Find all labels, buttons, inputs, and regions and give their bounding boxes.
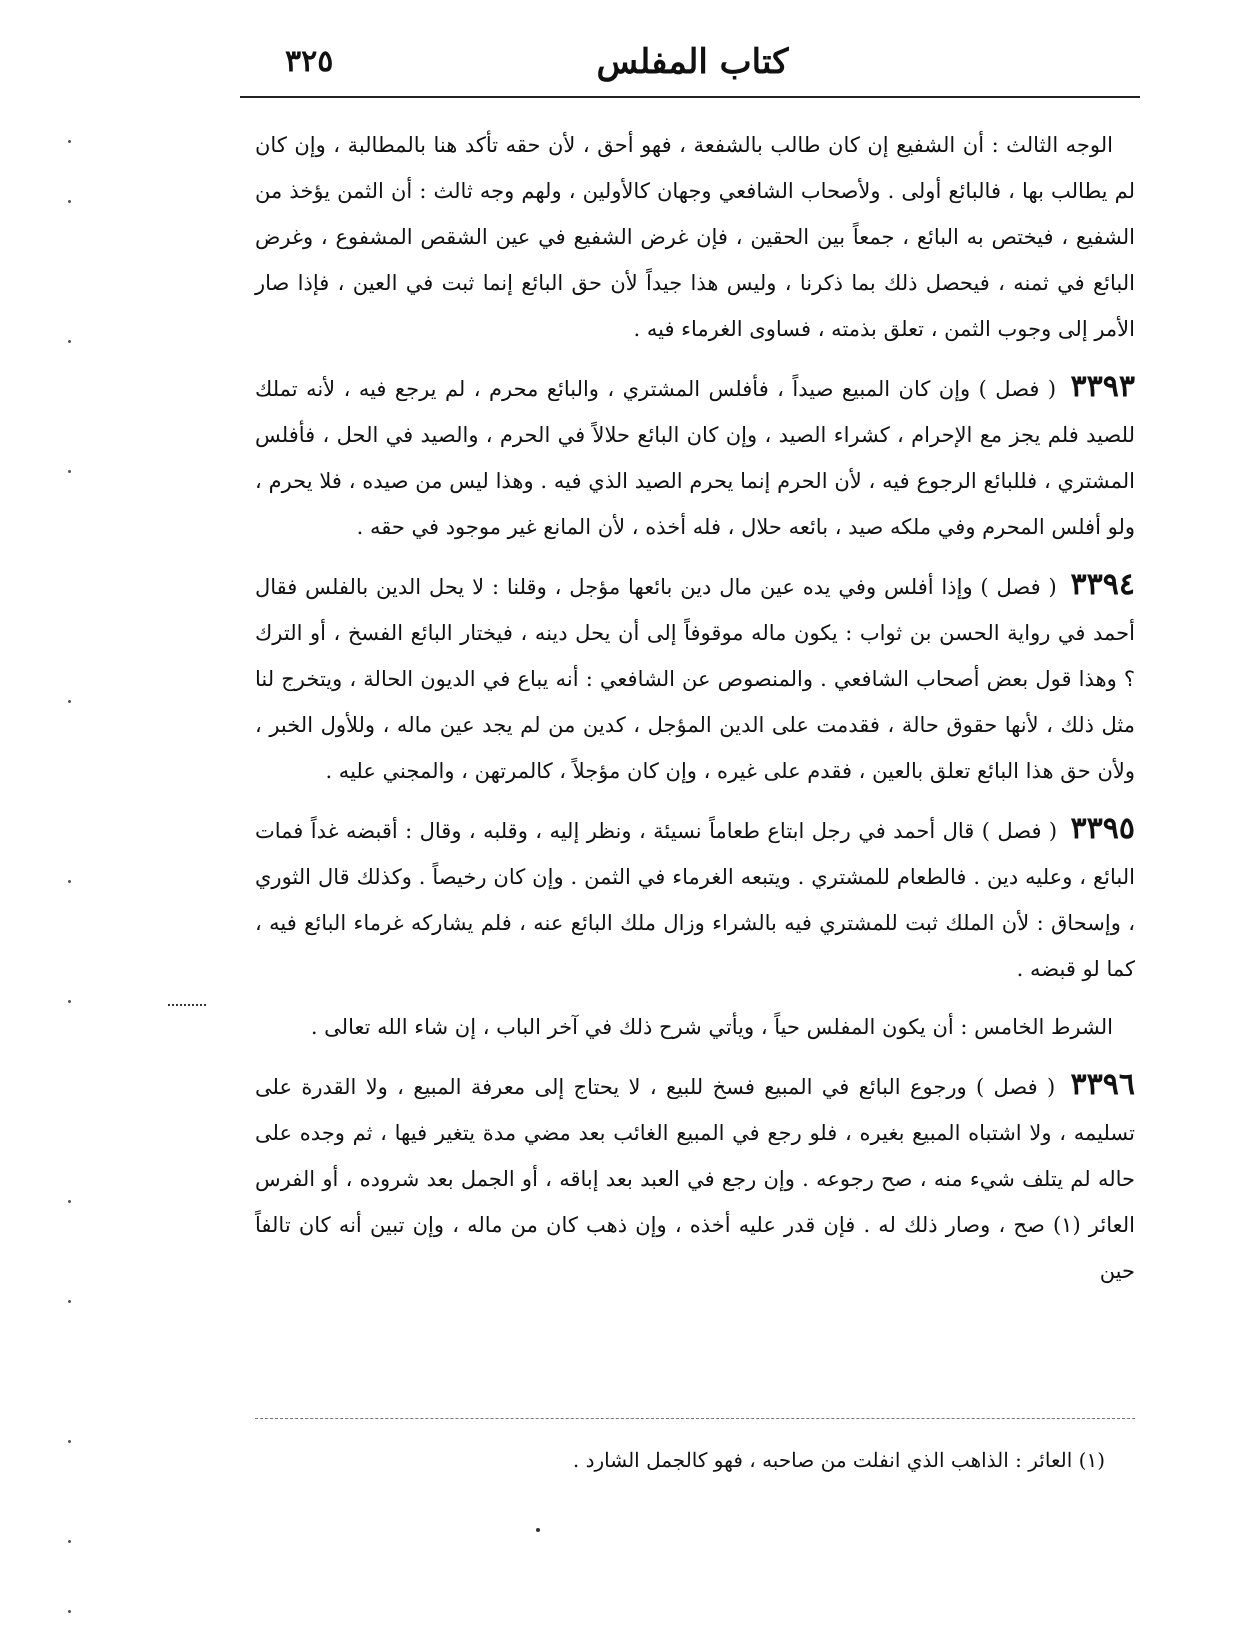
section-number: ٣٣٩٤	[1070, 567, 1135, 602]
scan-mark	[168, 1004, 206, 1006]
paragraph	[255, 562, 1135, 794]
running-title: كتاب المفلس	[596, 42, 789, 82]
paragraph	[255, 806, 1135, 992]
footnote-separator	[255, 1418, 1135, 1419]
page-header	[245, 42, 1140, 92]
scan-speck	[536, 1528, 540, 1532]
paragraph-text: الشرط الخامس : أن يكون المفلس حياً ، ويأتي شرح ذلك في آخر الباب ، إن شاء الله تعالى .	[310, 1015, 1113, 1039]
page-number: ٣٢٥	[285, 44, 334, 79]
paragraph	[255, 1004, 1135, 1050]
paragraph-text: الوجه الثالث : أن الشفيع إن كان طالب بالشفعة ، فهو أحق ، لأن حقه تأكد هنا بالمطالبة ، وإن كان لم يطالب بها ، فالبائع أولى . ولأصحاب الشافعي وجهان كالأولين ، ولهم وجه ثالث : أن الثمن يؤخذ من الشفيع ، فيختص به البائع ، جمعاً بين الحقين ، فإن غرض الشفيع في عين الشقص المشفوع ، وغرض البائع في ثمنه ، فيحصل ذلك بما ذكرنا ، وليس هذا جيداً لأن حق البائع إنما ثبت في العين ، فإذا صار الأمر إلى وجوب الثمن ، تعلق بذمته ، فساوى الغرماء فيه .	[255, 133, 1135, 341]
paragraph-text: ( فصل ) قال أحمد في رجل ابتاع طعاماً نسيئة ، ونظر إليه ، وقلبه ، وقال : أقبضه غداً فمات البائع ، وعليه دين . فالطعام للمشتري . ويتبعه الغرماء في الثمن . وإن كان رخيصاً . وكذلك قال الثوري ، وإسحاق : لأن الملك ثبت للمشتري فيه بالشراء وزال ملك البائع عنه ، فلم يشاركه غرماء البائع فيه ، كما لو قبضه .	[255, 819, 1135, 981]
section-number: ٣٣٩٦	[1070, 1067, 1135, 1102]
paragraph-text: ( فصل ) وإن كان المبيع صيداً ، فأفلس المشتري ، والبائع محرم ، لم يرجع فيه ، لأنه تملك للصيد فلم يجز مع الإحرام ، كشراء الصيد ، وإن كان البائع حلالاً في الحرم ، والصيد في الحل ، فأفلس المشتري ، فللبائع الرجوع فيه ، لأن الحرم إنما يحرم الصيد الذي فيه . وهذا ليس من صيده ، فلا يحرم ، ولو أفلس المحرم وفي ملكه صيد ، بائعه حلال ، فله أخذه ، لأن المانع غير موجود في حقه .	[255, 377, 1135, 539]
paragraph-text: ( فصل ) ورجوع البائع في المبيع فسخ للبيع ، لا يحتاج إلى معرفة المبيع ، ولا القدرة على تسليمه ، ولا اشتباه المبيع بغيره ، فلو رجع في المبيع الغائب بعد مضي مدة يتغير فيها ، ثم وجده على حاله لم يتلف شيء منه ، صح رجوعه . وإن رجع في العبد بعد إباقه ، أو الجمل بعد شروده ، أو الفرس العائر (١) صح ، وصار ذلك له . فإن قدر عليه أخذه ، وإن ذهب كان من ماله ، وإن تبين أنه كان تالفاً حين	[255, 1075, 1135, 1283]
section-number: ٣٣٩٥	[1070, 811, 1135, 846]
footnote: (١) العائر : الذاهب الذي انفلت من صاحبه ، فهو كالجمل الشارد .	[572, 1448, 1105, 1472]
section-number: ٣٣٩٣	[1070, 369, 1135, 404]
paragraph	[255, 122, 1135, 352]
body-text	[255, 122, 1135, 1306]
paragraph	[255, 364, 1135, 550]
margin-scan-specks	[60, 140, 80, 1620]
paragraph-text: ( فصل ) وإذا أفلس وفي يده عين مال دين بائعها مؤجل ، وقلنا : لا يحل الدين بالفلس فقال أحمد في رواية الحسن بن ثواب : يكون ماله موقوفاً إلى أن يحل دينه ، فيختار البائع الفسخ ، أو الترك ؟ وهذا قول بعض أصحاب الشافعي . والمنصوص عن الشافعي : أنه يباع في الديون الحالة ، ويتخرج لنا مثل ذلك ، لأنها حقوق حالة ، فقدمت على الدين المؤجل ، كدين من لم يجد عين ماله ، وللأول الخبر ، ولأن حق هذا البائع تعلق بالعين ، فقدم على غيره ، وإن كان مؤجلاً ، كالمرتهن ، والمجني عليه .	[255, 575, 1135, 783]
paragraph	[255, 1062, 1135, 1294]
header-rule	[240, 96, 1140, 98]
